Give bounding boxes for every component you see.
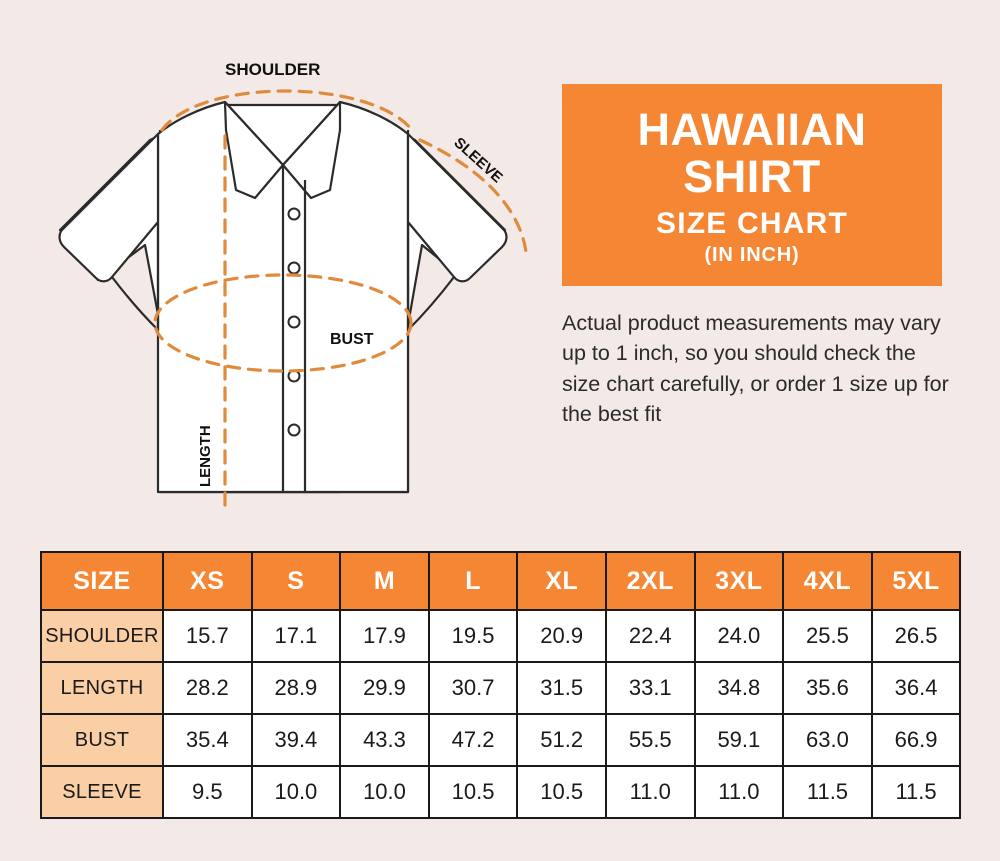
size-chart-table-wrapper [40, 551, 960, 819]
cell-bust-4xl: 63.0 [783, 714, 872, 766]
label-bust: BUST [330, 331, 374, 348]
cell-length-s: 28.9 [252, 662, 341, 714]
cell-length-xs: 28.2 [163, 662, 252, 714]
title-line-1: HAWAIIAN [637, 104, 867, 155]
header-cell-xl: XL [517, 552, 606, 610]
cell-sleeve-m: 10.0 [340, 766, 429, 818]
header-cell-size: SIZE [41, 552, 163, 610]
title-unit: (IN INCH) [704, 243, 800, 266]
title-line-2: SHIRT [683, 151, 821, 203]
cell-shoulder-3xl: 24.0 [695, 610, 784, 662]
cell-sleeve-4xl: 11.5 [783, 766, 872, 818]
header-cell-4xl: 4XL [783, 552, 872, 610]
cell-length-4xl: 35.6 [783, 662, 872, 714]
cell-bust-xl: 51.2 [517, 714, 606, 766]
cell-length-l: 30.7 [429, 662, 518, 714]
header-cell-s: S [252, 552, 341, 610]
shirt-illustration [40, 30, 560, 530]
measurement-note: Actual product measurements may vary up to 1 inch, so you should check the size chart carefully, or order 1 size up for the best fit [562, 310, 949, 427]
header-cell-5xl: 5XL [872, 552, 961, 610]
table-row [41, 766, 960, 818]
label-shoulder: SHOULDER [225, 60, 321, 79]
cell-shoulder-m: 17.9 [340, 610, 429, 662]
header-cell-m: M [340, 552, 429, 610]
cell-shoulder-2xl: 22.4 [606, 610, 695, 662]
cell-bust-3xl: 59.1 [695, 714, 784, 766]
cell-sleeve-2xl: 11.0 [606, 766, 695, 818]
title-box [562, 84, 942, 286]
header-cell-l: L [429, 552, 518, 610]
cell-length-2xl: 33.1 [606, 662, 695, 714]
cell-sleeve-xl: 10.5 [517, 766, 606, 818]
label-length: LENGTH [197, 425, 214, 487]
table-row [41, 610, 960, 662]
cell-length-5xl: 36.4 [872, 662, 961, 714]
row-label-length: LENGTH [41, 662, 163, 714]
cell-bust-5xl: 66.9 [872, 714, 961, 766]
cell-shoulder-xl: 20.9 [517, 610, 606, 662]
table-row [41, 714, 960, 766]
cell-bust-s: 39.4 [252, 714, 341, 766]
cell-bust-m: 43.3 [340, 714, 429, 766]
cell-sleeve-s: 10.0 [252, 766, 341, 818]
cell-sleeve-l: 10.5 [429, 766, 518, 818]
row-label-shoulder: SHOULDER [41, 610, 163, 662]
table-row [41, 662, 960, 714]
cell-shoulder-5xl: 26.5 [872, 610, 961, 662]
header-cell-xs: XS [163, 552, 252, 610]
size-chart-table [40, 551, 961, 819]
cell-bust-2xl: 55.5 [606, 714, 695, 766]
table-header-row [41, 552, 960, 610]
cell-length-xl: 31.5 [517, 662, 606, 714]
header-cell-3xl: 3XL [695, 552, 784, 610]
cell-shoulder-s: 17.1 [252, 610, 341, 662]
cell-length-3xl: 34.8 [695, 662, 784, 714]
cell-sleeve-5xl: 11.5 [872, 766, 961, 818]
cell-shoulder-l: 19.5 [429, 610, 518, 662]
row-label-sleeve: SLEEVE [41, 766, 163, 818]
cell-bust-xs: 35.4 [163, 714, 252, 766]
info-panel [562, 84, 962, 430]
cell-sleeve-xs: 9.5 [163, 766, 252, 818]
label-sleeve: SLEEVE [450, 134, 506, 187]
cell-sleeve-3xl: 11.0 [695, 766, 784, 818]
cell-shoulder-xs: 15.7 [163, 610, 252, 662]
cell-length-m: 29.9 [340, 662, 429, 714]
cell-shoulder-4xl: 25.5 [783, 610, 872, 662]
title-line-3: SIZE CHART [656, 206, 848, 240]
row-label-bust: BUST [41, 714, 163, 766]
header-cell-2xl: 2XL [606, 552, 695, 610]
cell-bust-l: 47.2 [429, 714, 518, 766]
